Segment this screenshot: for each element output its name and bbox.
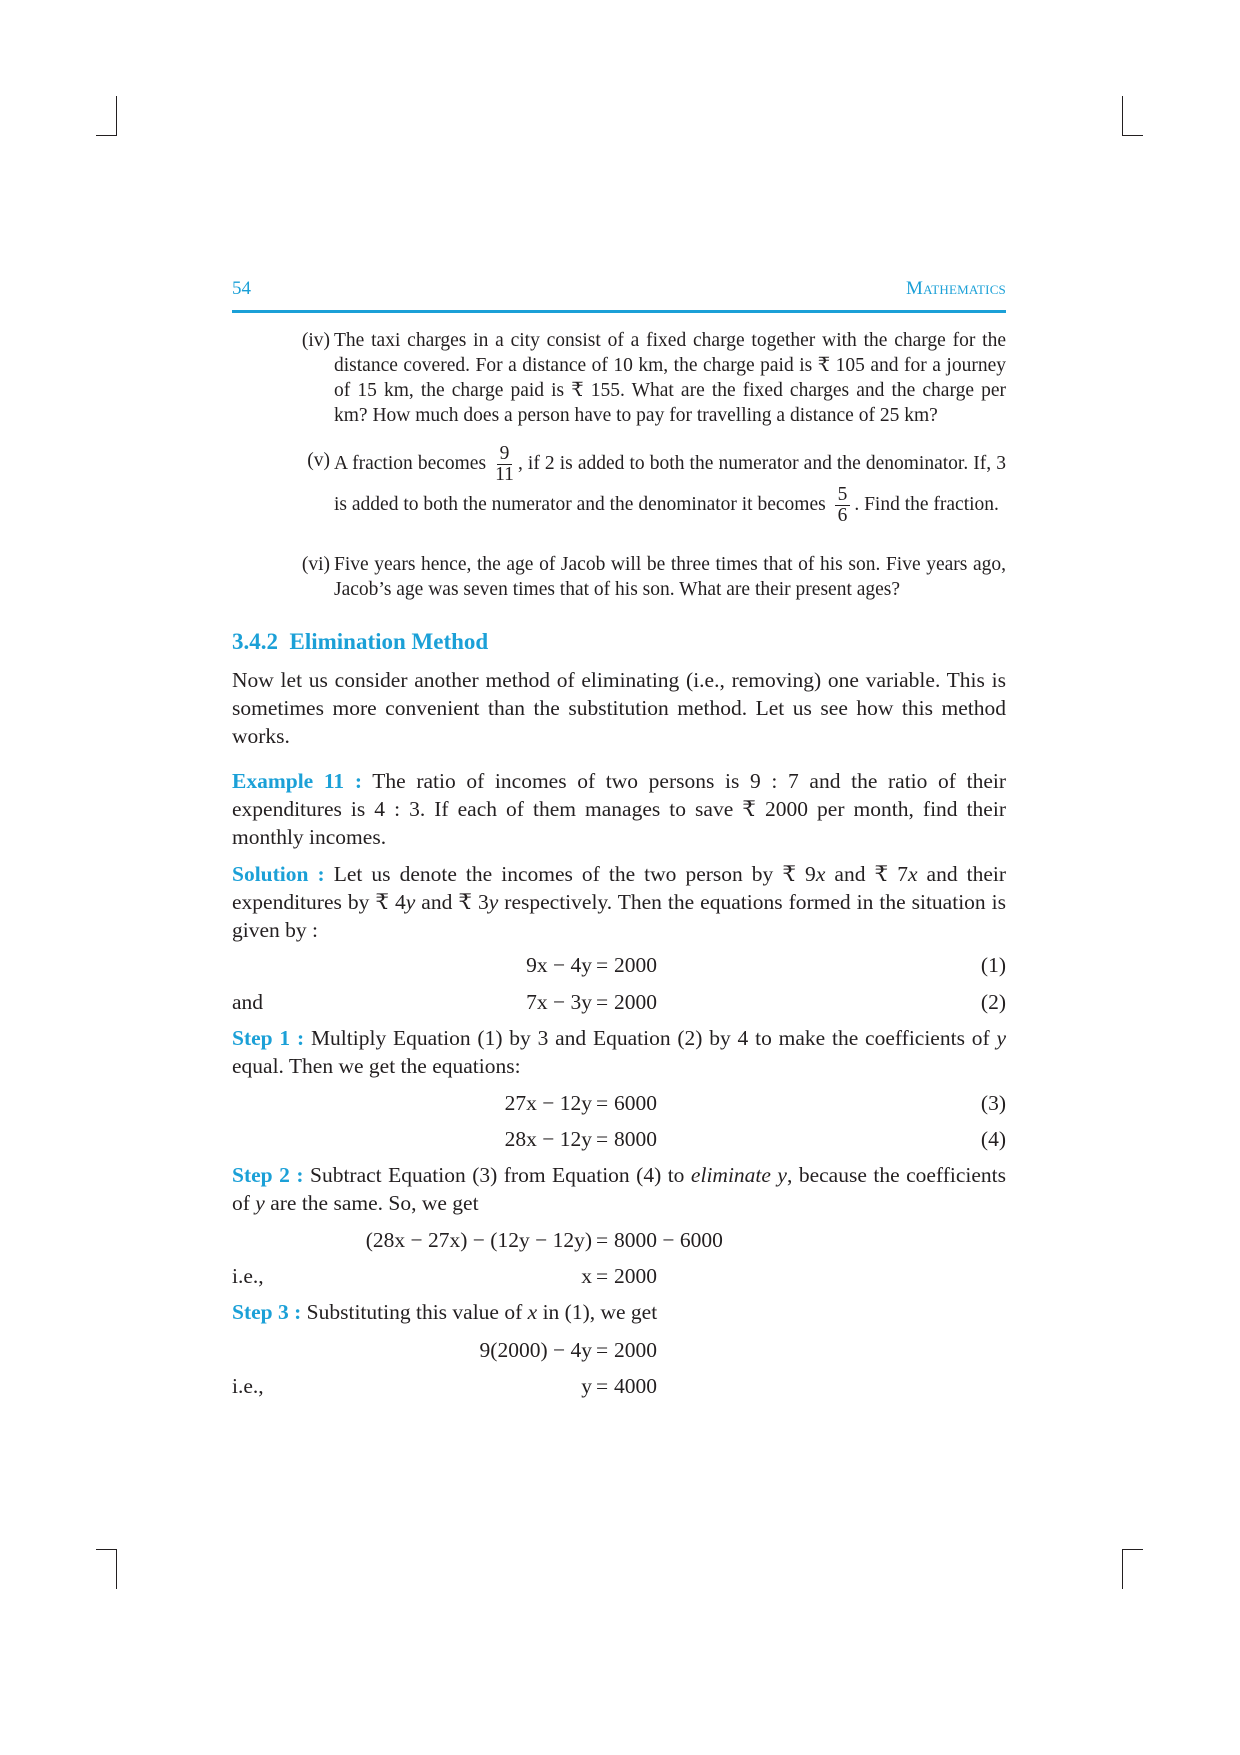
- example-label: Example 11 :: [232, 769, 362, 793]
- equation-lhs: x: [581, 1264, 592, 1288]
- equals-sign: =: [596, 1091, 609, 1115]
- fraction-numerator: 5: [835, 485, 851, 506]
- variable: y: [488, 890, 499, 914]
- equation-tag: (3): [980, 1091, 1006, 1115]
- variable: x: [815, 862, 826, 886]
- equation-lhs: 7x − 3y: [526, 990, 592, 1014]
- equation-row: [232, 1088, 1006, 1118]
- exercise-number: (vi): [301, 554, 330, 575]
- equation-lhs: 27x − 12y: [504, 1091, 592, 1115]
- crop-mark-top-left-h: [96, 135, 117, 136]
- fraction-denominator: 11: [495, 464, 514, 485]
- variable: y: [405, 890, 416, 914]
- equation-rhs: 6000: [614, 1091, 657, 1115]
- fraction-numerator: 9: [497, 444, 513, 465]
- equation-prefix: and: [232, 990, 264, 1014]
- solution-text: and their expenditures by ₹ 4: [232, 862, 1007, 914]
- equation-rhs: 2000: [614, 1338, 657, 1362]
- example-text: The ratio of incomes of two persons is 9 : 7 and the ratio of their expenditures is 4 : 3. If each of them manages to save ₹ 2000 per month, find their monthly incomes.: [232, 769, 1007, 849]
- equation-prefix: i.e.,: [232, 1374, 264, 1398]
- solution-label: Solution :: [232, 862, 325, 886]
- equals-sign: =: [596, 1228, 609, 1252]
- step-text: equal. Then we get the equations:: [232, 1054, 521, 1078]
- equals-sign: =: [596, 990, 609, 1014]
- equation-prefix: i.e.,: [232, 1264, 264, 1288]
- step-paragraph: [232, 1298, 1006, 1326]
- step-text: are the same. So, we get: [264, 1191, 479, 1215]
- variable: x: [527, 1300, 538, 1324]
- exercise-text: . Find the fraction.: [854, 493, 999, 515]
- section-number: 3.4.2: [232, 629, 278, 654]
- variable: y: [996, 1026, 1006, 1050]
- step-text: in (1), we get: [537, 1300, 658, 1324]
- step-text: Subtract Equation (3) from Equation (4) to: [309, 1163, 691, 1187]
- variable: y: [777, 1163, 787, 1187]
- equation-tag: (1): [980, 953, 1006, 977]
- crop-mark-bottom-left-v: [116, 1549, 117, 1589]
- variable: y: [255, 1191, 265, 1215]
- step-paragraph: [232, 1161, 1006, 1217]
- equation-tag: (2): [980, 990, 1006, 1014]
- solution-text: and ₹ 7: [825, 862, 908, 886]
- exercise-text: , if 2 is added to both the numerator and the denominator. If, 3 is added to both the numerator and the denominator it becomes: [334, 452, 1006, 515]
- equation-rhs: 2000: [614, 990, 657, 1014]
- equation-lhs: 9(2000) − 4y: [479, 1338, 592, 1362]
- equation-rhs: 4000: [614, 1374, 657, 1398]
- crop-mark-bottom-left-h: [96, 1549, 117, 1550]
- equation-lhs: 28x − 12y: [504, 1127, 592, 1151]
- emphasis: eliminate: [690, 1163, 771, 1187]
- equals-sign: =: [596, 1264, 609, 1288]
- step-label: Step 1 :: [232, 1026, 305, 1050]
- equation-lhs: (28x − 27x) − (12y − 12y): [365, 1228, 592, 1252]
- step-paragraph: [232, 1024, 1006, 1080]
- equation-lhs: 9x − 4y: [526, 953, 592, 977]
- equation-tag: (4): [980, 1127, 1006, 1151]
- exercise-text: The taxi charges in a city consist of a fixed charge together with the charge for the distance covered. For a distance of 10 km, the charge paid is ₹ 105 and for a journey of 15 km, the charge paid is ₹ 155. What are the fixed charges and the charge per km? How much does a person have to pay for travelling a distance of 25 km?: [334, 330, 1006, 426]
- equation-rhs: 2000: [614, 953, 657, 977]
- crop-mark-top-left-v: [116, 96, 117, 136]
- equals-sign: =: [596, 953, 609, 977]
- exercise-text: A fraction becomes: [334, 452, 487, 474]
- fraction-denominator: 6: [837, 505, 848, 526]
- equation-row: [232, 1261, 1006, 1291]
- solution-text: and ₹ 3: [415, 890, 489, 914]
- equals-sign: =: [596, 1374, 609, 1398]
- solution-text: Let us denote the incomes of the two person by ₹ 9: [333, 862, 816, 886]
- equals-sign: =: [596, 1127, 609, 1151]
- intro-paragraph: Now let us consider another method of eliminating (i.e., removing) one variable. This is sometimes more convenient than the substitution method. Let us see how this method works.: [232, 668, 1006, 748]
- step-label: Step 3 :: [232, 1300, 302, 1324]
- variable: x: [907, 862, 918, 886]
- example-paragraph: [232, 767, 1006, 851]
- solution-text: respectively. Then the equations formed in the situation is given by :: [232, 890, 1006, 942]
- page-header: [232, 278, 1006, 313]
- equation-lhs: y: [581, 1374, 592, 1398]
- crop-mark-bottom-right-v: [1122, 1549, 1123, 1589]
- section-title: Elimination Method: [289, 629, 489, 654]
- exercise-text: Five years hence, the age of Jacob will be three times that of his son. Five years ago, Jacob’s age was seven times that of his son. What are their present ages?: [334, 554, 1006, 600]
- step-text: , because the coefficients of: [232, 1163, 1006, 1215]
- fraction: [495, 444, 514, 485]
- exercise-item: [307, 443, 1006, 526]
- page-number: 54: [232, 278, 251, 299]
- equals-sign: =: [596, 1338, 609, 1362]
- section-heading: [232, 629, 488, 655]
- equation-row: [232, 1124, 1006, 1154]
- equation-row: [232, 987, 1006, 1017]
- crop-mark-top-right-v: [1122, 96, 1123, 136]
- equation-rhs: 8000 − 6000: [614, 1228, 723, 1252]
- equation-rhs: 2000: [614, 1264, 657, 1288]
- step-text: Substituting this value of: [306, 1300, 528, 1324]
- exercise-item: [301, 328, 1006, 428]
- exercise-item: [301, 552, 1006, 602]
- crop-mark-top-right-h: [1122, 135, 1143, 136]
- fraction: [835, 485, 851, 526]
- exercise-number: (v): [307, 450, 330, 471]
- equation-row: [232, 1371, 1006, 1401]
- solution-paragraph: [232, 860, 1006, 944]
- running-title: Mathematics: [906, 278, 1006, 299]
- equation-row: [232, 950, 1006, 980]
- step-label: Step 2 :: [232, 1163, 304, 1187]
- equation-rhs: 8000: [614, 1127, 657, 1151]
- crop-mark-bottom-right-h: [1122, 1549, 1143, 1550]
- step-text: Multiply Equation (1) by 3 and Equation (2) by 4 to make the coefficients of: [310, 1026, 997, 1050]
- exercise-number: (iv): [301, 330, 330, 351]
- equation-row: [232, 1335, 1006, 1365]
- equation-row: [232, 1225, 1006, 1255]
